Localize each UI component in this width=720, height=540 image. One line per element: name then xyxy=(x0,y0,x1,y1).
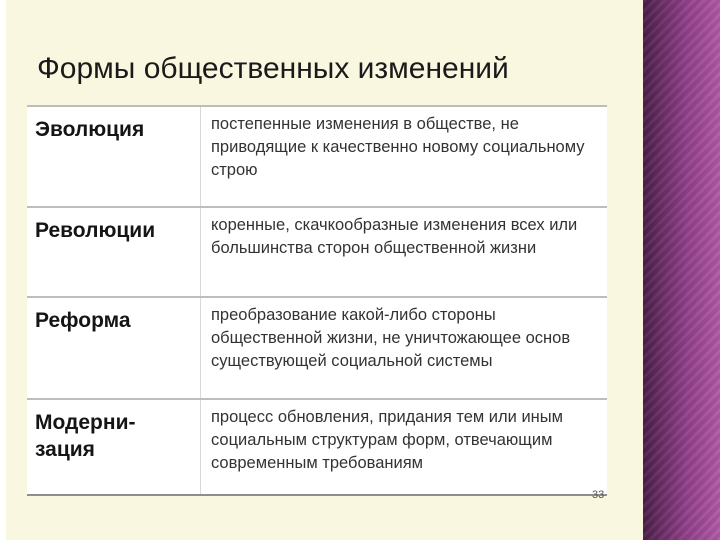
definition-cell: преобразование какой-либо стороны общественной жизни, не уничтожающее основ существующей социальной системы xyxy=(201,297,608,399)
term-cell: Реформа xyxy=(27,297,201,399)
term-cell: Революции xyxy=(27,207,201,297)
table-row xyxy=(27,106,607,207)
table-row xyxy=(27,297,607,399)
definition-cell: процесс обновления, придания тем или иным социальным структурам форм, отвечающим современным требованиям xyxy=(201,399,608,495)
decorative-purple-band xyxy=(643,0,720,540)
term-cell: Модерни- зация xyxy=(27,399,201,495)
table-row xyxy=(27,207,607,297)
slide-title: Формы общественных изменений xyxy=(37,52,509,85)
definition-cell: коренные, скачкообразные изменения всех или большинства сторон общественной жизни xyxy=(201,207,608,297)
page-number: 33 xyxy=(592,489,605,501)
definition-cell: постепенные изменения в обществе, не приводящие к качественно новому социальному строю xyxy=(201,106,608,207)
term-cell: Эволюция xyxy=(27,106,201,207)
terms-table xyxy=(27,105,607,496)
table-row xyxy=(27,399,607,495)
